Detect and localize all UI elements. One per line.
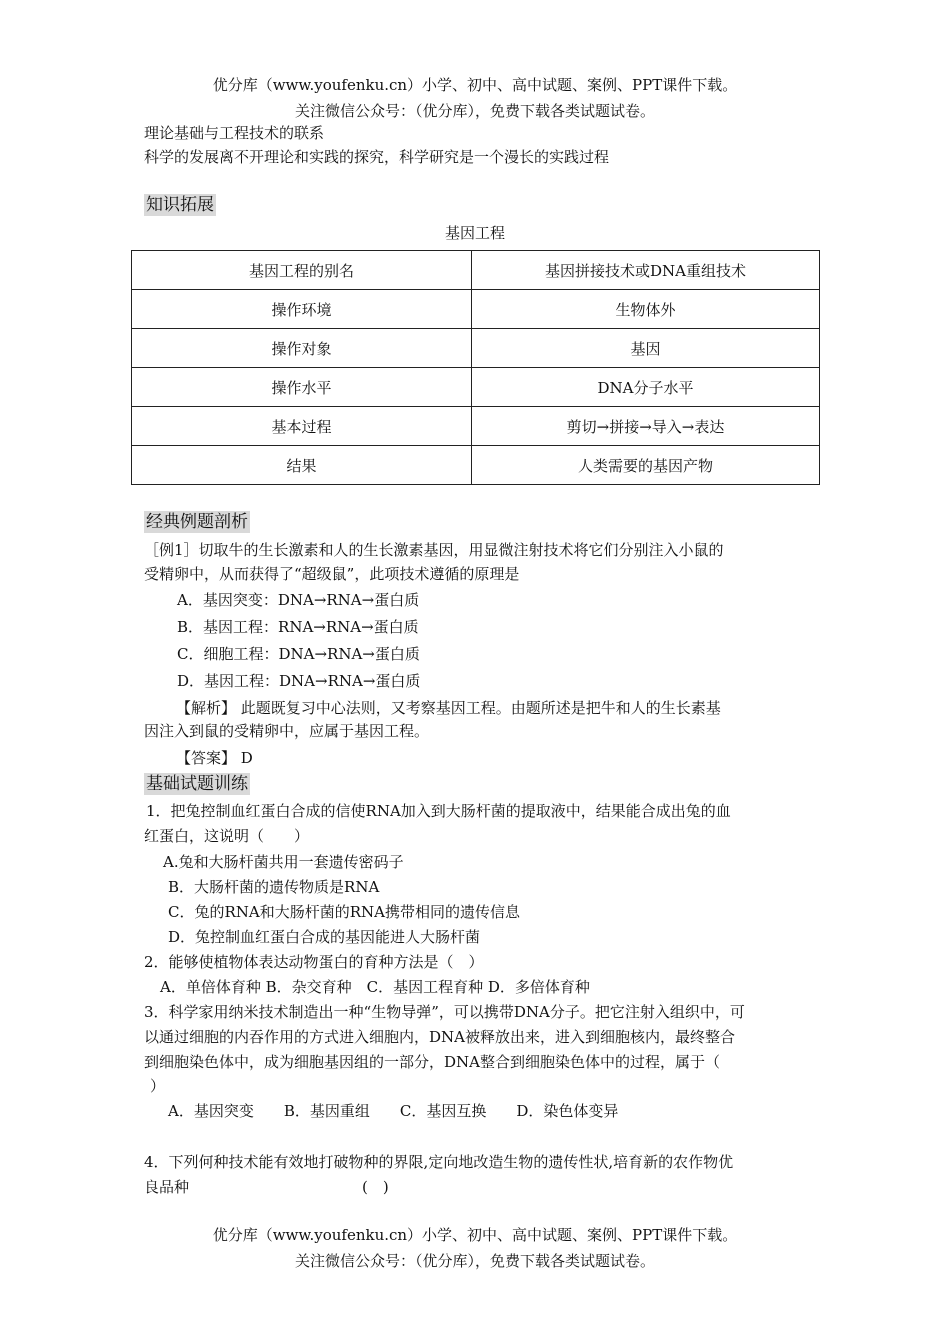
q3-line-1: 3．科学家用纳米技术制造出一种“生物导弹”，可以携带DNA分子。把它注射入组织中，可 xyxy=(144,1003,745,1021)
q4-line-1: 4．下列何种技术能有效地打破物种的界限,定向地改造生物的遗传性状,培育新的农作物优 xyxy=(144,1153,734,1171)
footer-line-2: 关注微信公众号：（优分库），免费下载各类试题试卷。 xyxy=(294,1252,655,1270)
q1-option-d: D．兔控制血红蛋白合成的基因能进人大肠杆菌 xyxy=(168,928,481,946)
q3-line-3: 到细胞染色体中，成为细胞基因组的一部分，DNA整合到细胞染色体中的过程，属于（ xyxy=(144,1053,720,1071)
q1-line-2: 红蛋白，这说明（ ） xyxy=(144,827,310,845)
table-row xyxy=(132,368,820,407)
table-row xyxy=(132,290,820,329)
example-question-line-1: ［例1］切取牛的生长激素和人的生长激素基因，用显微注射技术将它们分别注入小鼠的 xyxy=(144,541,724,559)
table-cell-value: 基因拼接技术或DNA重组技术 xyxy=(472,251,820,290)
table-row xyxy=(132,407,820,446)
table-cell-label: 基本过程 xyxy=(132,407,472,446)
section-heading-knowledge: 知识拓展 xyxy=(146,195,214,215)
table-cell-label: 操作水平 xyxy=(132,368,472,407)
table-cell-value: 剪切→拼接→导入→表达 xyxy=(472,407,820,446)
example-answer: 【答案】 D xyxy=(176,749,253,767)
q1-option-b: B．大肠杆菌的遗传物质是RNA xyxy=(168,878,380,896)
table-cell-value: 基因 xyxy=(472,329,820,368)
example-option-b: B．基因工程：RNA→RNA→蛋白质 xyxy=(177,618,419,636)
q4-answer-blank: ( ) xyxy=(362,1178,389,1196)
table-cell-label: 结果 xyxy=(132,446,472,485)
example-option-c: C．细胞工程：DNA→RNA→蛋白质 xyxy=(177,645,420,663)
footer-line-1: 优分库（www.youfenku.cn）小学、初中、高中试题、案例、PPT课件下载。 xyxy=(212,1226,738,1244)
table-cell-value: DNA分子水平 xyxy=(472,368,820,407)
table-row xyxy=(132,329,820,368)
header-line-1: 优分库（www.youfenku.cn）小学、初中、高中试题、案例、PPT课件下载。 xyxy=(212,76,738,94)
intro-line-1: 理论基础与工程技术的联系 xyxy=(144,124,325,142)
table-cell-label: 基因工程的别名 xyxy=(132,251,472,290)
section-heading-example: 经典例题剖析 xyxy=(146,512,248,532)
example-option-a: A．基因突变：DNA→RNA→蛋白质 xyxy=(177,591,420,609)
example-analysis-line-2: 因注入到鼠的受精卵中，应属于基因工程。 xyxy=(144,722,430,740)
intro-line-2: 科学的发展离不开理论和实践的探究，科学研究是一个漫长的实践过程 xyxy=(144,148,610,166)
example-option-d: D．基因工程：DNA→RNA→蛋白质 xyxy=(177,672,421,690)
q3-line-4: ） xyxy=(150,1077,166,1095)
q1-option-a: A.兔和大肠杆菌共用一套遗传密码子 xyxy=(163,853,404,871)
table-title: 基因工程 xyxy=(444,224,505,242)
q2-line-1: 2．能够使植物体表达动物蛋白的育种方法是（ ） xyxy=(144,953,484,971)
example-question-line-2: 受精卵中，从而获得了“超级鼠”，此项技术遵循的原理是 xyxy=(144,565,520,583)
q1-line-1: 1．把兔控制血红蛋白合成的信使RNA加入到大肠杆菌的提取液中，结果能合成出兔的血 xyxy=(146,802,731,820)
q3-options: A．基因突变 B．基因重组 C．基因互换 D．染色体变异 xyxy=(168,1102,619,1120)
q1-option-c: C．兔的RNA和大肠杆菌的RNA携带相同的遗传信息 xyxy=(168,903,520,921)
table-row xyxy=(132,446,820,485)
q4-line-2: 良品种 xyxy=(144,1178,190,1196)
table-cell-value: 人类需要的基因产物 xyxy=(472,446,820,485)
table-cell-label: 操作环境 xyxy=(132,290,472,329)
q2-options: A．单倍体育种 B．杂交育种 C．基因工程育种 D．多倍体育种 xyxy=(160,978,590,996)
q3-line-2: 以通过细胞的内吞作用的方式进入细胞内，DNA被释放出来，进入到细胞核内，最终整合 xyxy=(144,1028,735,1046)
table-cell-label: 操作对象 xyxy=(132,329,472,368)
header-line-2: 关注微信公众号：（优分库），免费下载各类试题试卷。 xyxy=(294,102,655,120)
table-cell-value: 生物体外 xyxy=(472,290,820,329)
example-analysis-line-1: 【解析】 此题既复习中心法则，又考察基因工程。由题所述是把牛和人的生长素基 xyxy=(176,699,721,717)
gene-engineering-table xyxy=(131,250,820,485)
section-heading-training: 基础试题训练 xyxy=(146,774,248,794)
table-row xyxy=(132,251,820,290)
